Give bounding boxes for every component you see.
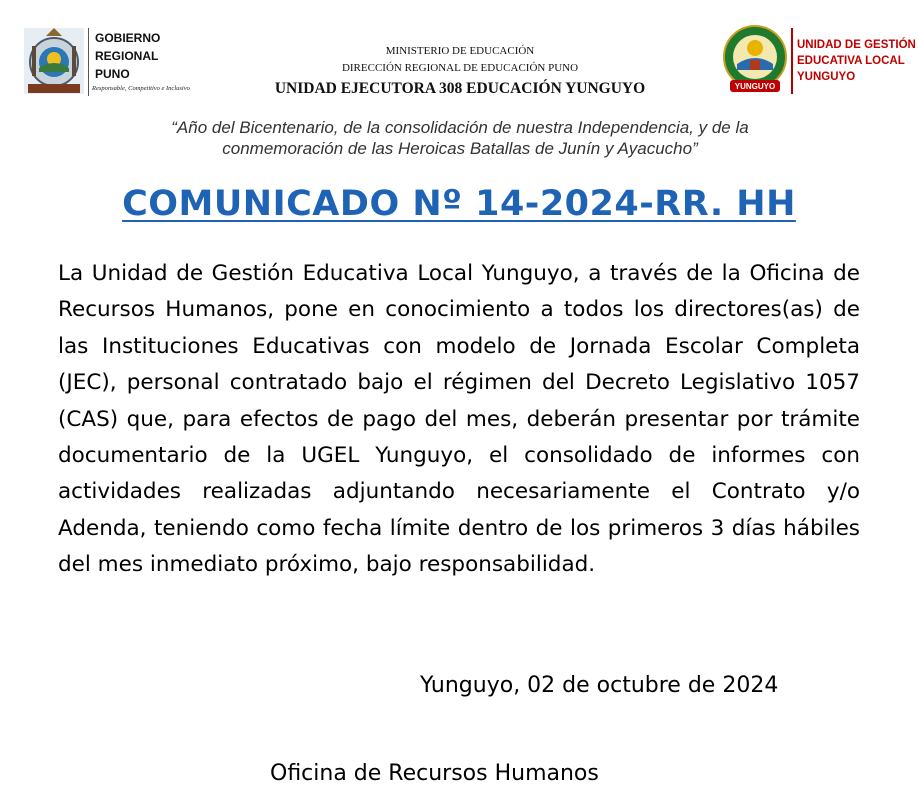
right-logo-divider xyxy=(791,28,793,94)
gobierno-regional-motto: Responsable, Competitivo e Inclusivo xyxy=(92,85,190,92)
signatory-office: Oficina de Recursos Humanos xyxy=(270,761,599,786)
document-title: COMUNICADO Nº 14-2024-RR. HH xyxy=(122,184,796,224)
ugel-yunguyo-emblem-icon xyxy=(722,24,788,94)
ugel-name-block xyxy=(797,30,916,90)
ugel-emblem-label: YUNGUYO xyxy=(734,82,776,91)
directorate-heading: DIRECCIÓN REGIONAL DE EDUCACIÓN PUNO xyxy=(341,62,579,74)
ugel-line-3: YUNGUYO xyxy=(797,71,856,83)
ugel-line-1: UNIDAD DE GESTIÓN xyxy=(797,39,916,51)
ministry-heading: MINISTERIO DE EDUCACIÓN xyxy=(385,45,535,57)
ugel-line-2: EDUCATIVA LOCAL xyxy=(797,55,905,67)
communique-body: La Unidad de Gestión Educativa Local Yunguyo, a través de la Oficina de Recursos Humanos, pone en conocimiento a todos los directores(as) de las Instituciones Educativas con modelo de Jornada Escolar Completa (JEC), personal contratado bajo el régimen del Decreto Legislativo 1057 (CAS) que, para efectos de pago del mes, deberán presentar por trámite documentario de la UGEL Yunguyo, el consolidado de informes con actividades realizadas adjuntando necesariamente el Contrato y/o Adenda, teniendo como fecha límite dentro de los primeros 3 días hábiles del mes inmediato próximo, bajo responsabilidad. xyxy=(58,261,860,578)
gobierno-regional-line-2: REGIONAL xyxy=(95,49,159,63)
year-motto-line-1: “Año del Bicentenario, de la consolidación de nuestra Independencia, y de la xyxy=(171,118,749,137)
executing-unit-heading: UNIDAD EJECUTORA 308 EDUCACIÓN YUNGUYO xyxy=(274,80,646,97)
left-logo-divider xyxy=(88,28,89,96)
year-motto-line-2: conmemoración de las Heroicas Batallas de Junín y Ayacucho” xyxy=(222,139,698,158)
gobierno-regional-line-1: GOBIERNO xyxy=(95,31,161,45)
gobierno-regional-line-3: PUNO xyxy=(95,67,130,81)
place-and-date: Yunguyo, 02 de octubre de 2024 xyxy=(420,673,779,698)
gobierno-regional-puno-emblem-icon xyxy=(22,26,86,96)
